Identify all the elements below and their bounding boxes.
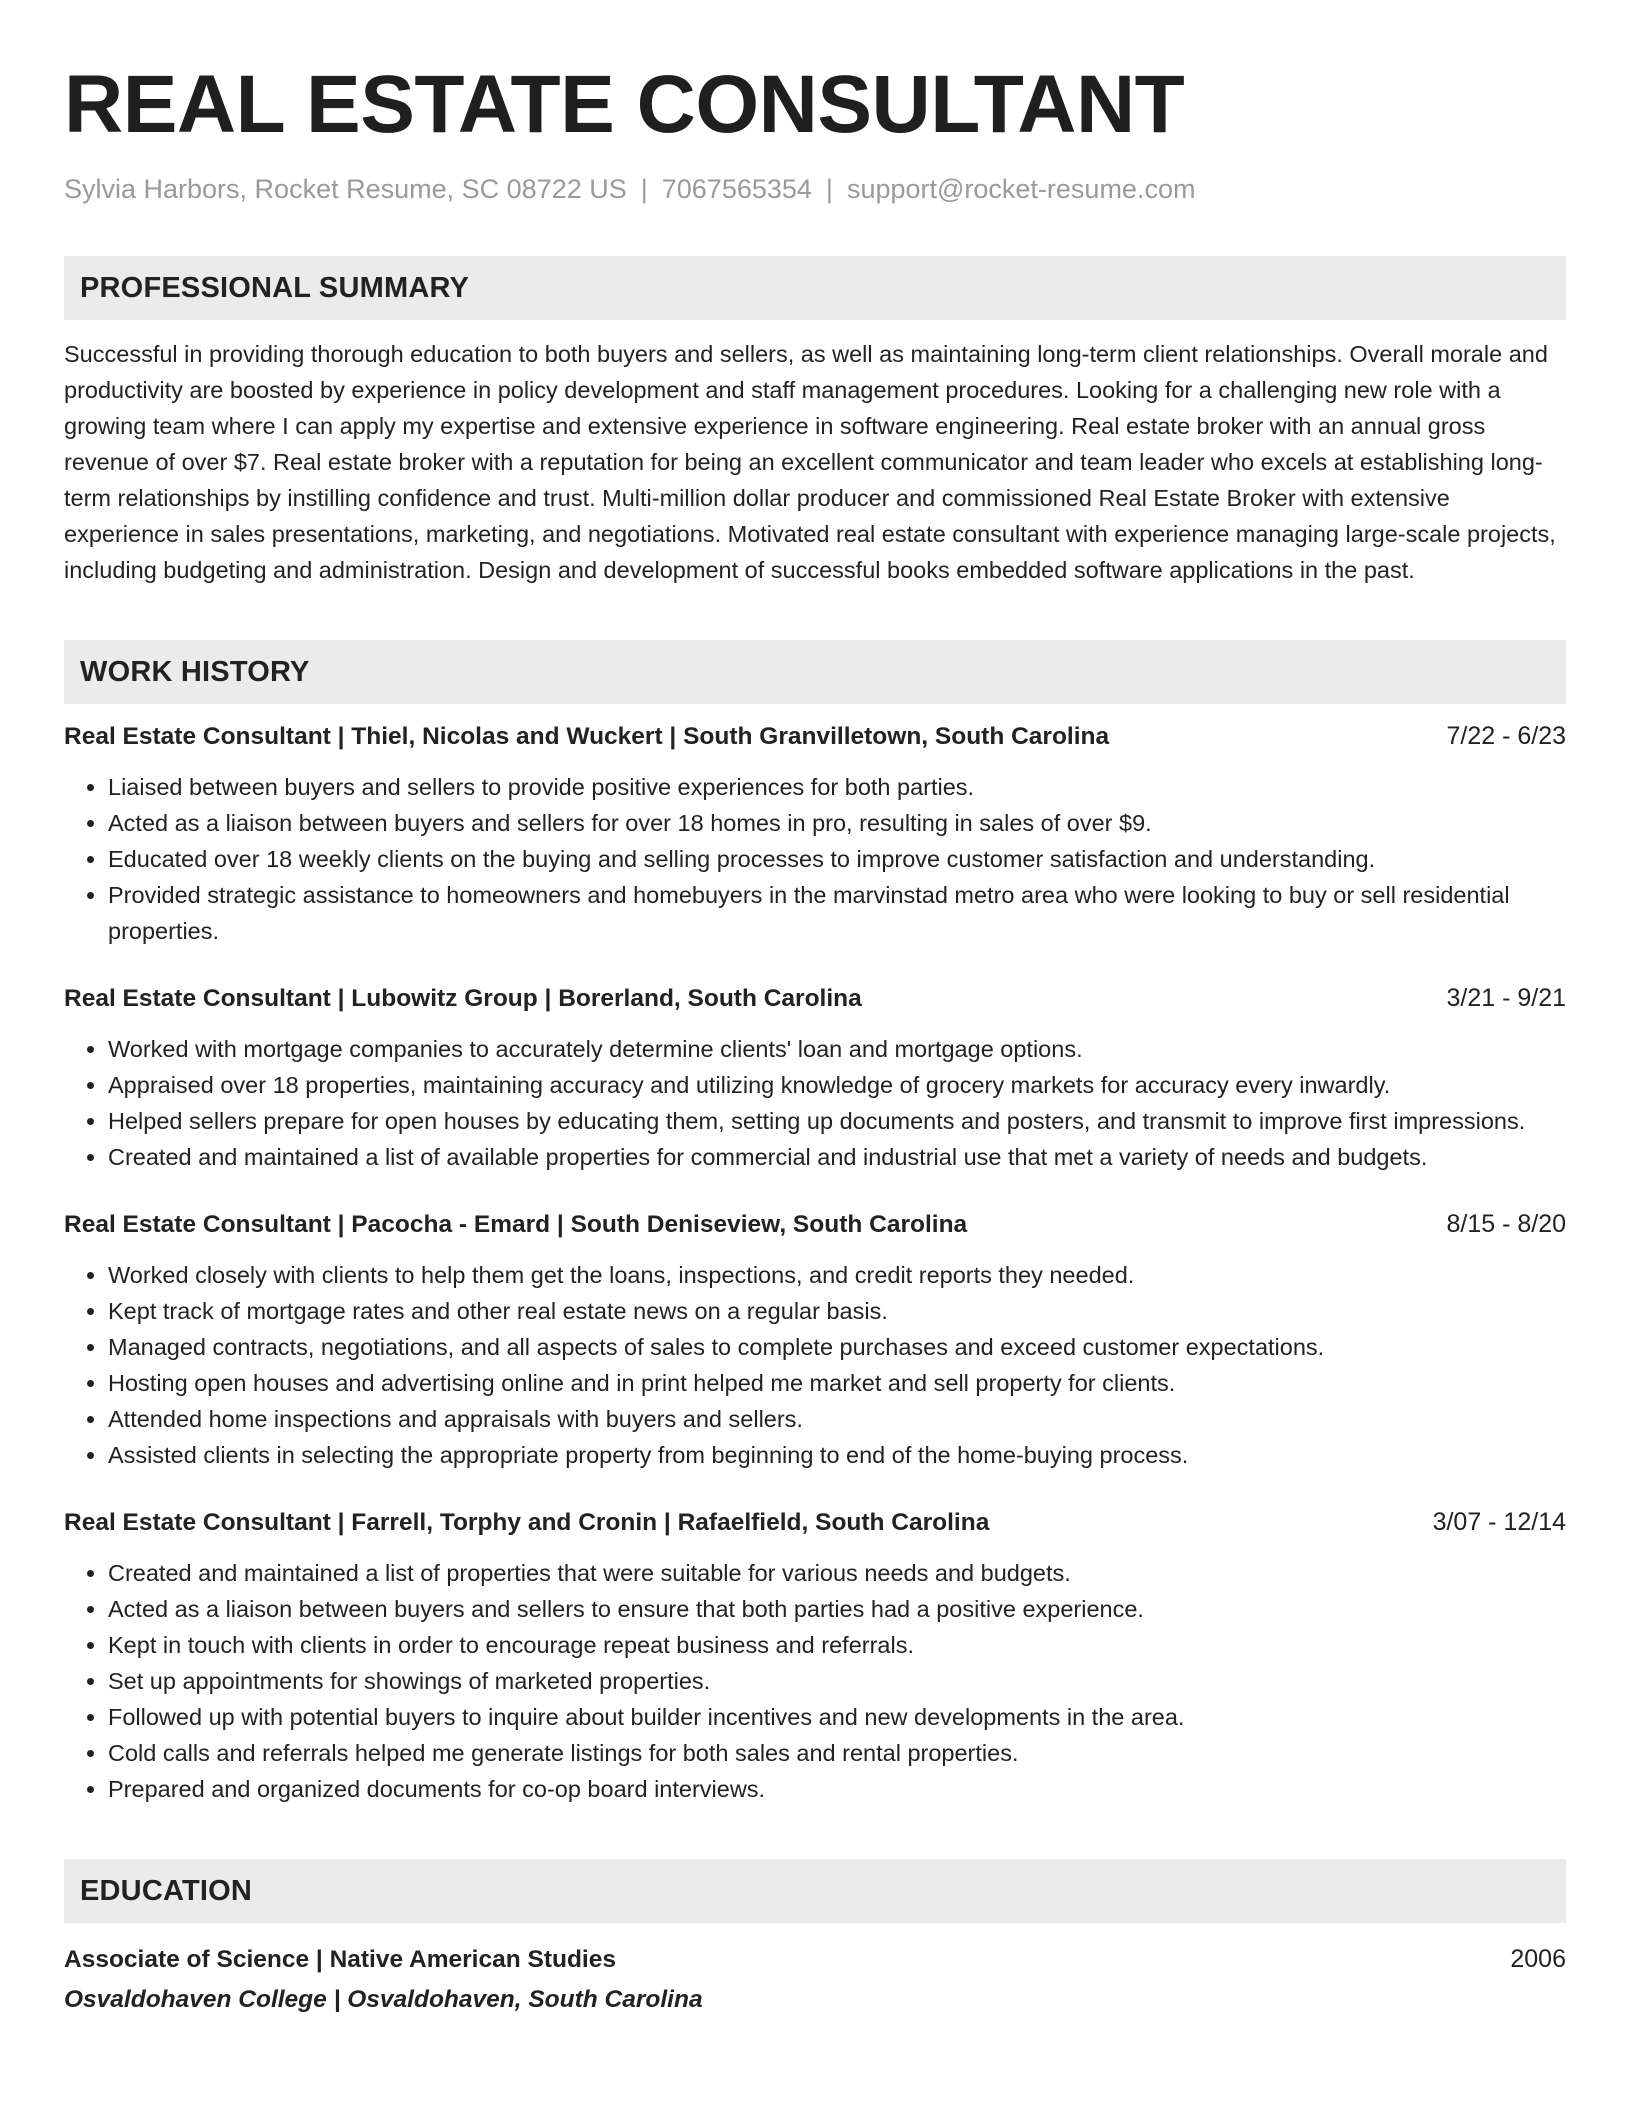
job-bullet: • Acted as a liaison between buyers and sellers to ensure that both parties had a positive experience. xyxy=(108,1591,1566,1627)
contact-separator: | xyxy=(640,174,648,204)
job-bullet: • Prepared and organized documents for co-op board interviews. xyxy=(108,1771,1566,1807)
job-bullet: • Acted as a liaison between buyers and sellers for over 18 homes in pro, resulting in sales of over $9. xyxy=(108,805,1566,841)
job-bullet: • Hosting open houses and advertising online and in print helped me market and sell property for clients. xyxy=(108,1365,1566,1401)
job-bullet: • Managed contracts, negotiations, and all aspects of sales to complete purchases and exceed customer expectations. xyxy=(108,1329,1566,1365)
job-bullet: • Helped sellers prepare for open houses by educating them, setting up documents and posters, and transmit to improve first impressions. xyxy=(108,1103,1566,1139)
education-entry xyxy=(64,1941,1566,2018)
job-bullet: • Assisted clients in selecting the appropriate property from beginning to end of the home-buying process. xyxy=(108,1437,1566,1473)
job-header xyxy=(64,980,1566,1017)
contact-email: support@rocket-resume.com xyxy=(846,174,1196,204)
job-bullet: • Set up appointments for showings of marketed properties. xyxy=(108,1663,1566,1699)
job-title: Real Estate Consultant | Thiel, Nicolas and Wuckert | South Granvilletown, South Carolina xyxy=(64,723,1110,750)
job-bullet: • Attended home inspections and appraisals with buyers and sellers. xyxy=(108,1401,1566,1437)
job-bullet: • Liaised between buyers and sellers to provide positive experiences for both parties. xyxy=(108,769,1566,805)
education-degree: Associate of Science | Native American Studies xyxy=(64,1946,616,1973)
job-bullets xyxy=(64,1031,1566,1175)
section-header-work-history: WORK HISTORY xyxy=(64,640,1566,704)
job-title: Real Estate Consultant | Lubowitz Group | Borerland, South Carolina xyxy=(64,985,862,1012)
job-entry xyxy=(64,718,1566,949)
job-bullet: • Created and maintained a list of properties that were suitable for various needs and budgets. xyxy=(108,1555,1566,1591)
job-bullet: • Cold calls and referrals helped me generate listings for both sales and rental properties. xyxy=(108,1735,1566,1771)
job-dates: 3/07 - 12/14 xyxy=(1432,1508,1566,1536)
job-header xyxy=(64,1504,1566,1541)
job-entry xyxy=(64,1504,1566,1807)
job-bullet: • Followed up with potential buyers to inquire about builder incentives and new developments in the area. xyxy=(108,1699,1566,1735)
education-header xyxy=(64,1941,1566,1978)
resume-title: REAL ESTATE CONSULTANT xyxy=(64,59,1185,150)
job-bullet: • Kept track of mortgage rates and other real estate news on a regular basis. xyxy=(108,1293,1566,1329)
job-bullets xyxy=(64,769,1566,949)
section-header-education: EDUCATION xyxy=(64,1859,1566,1923)
job-bullet: • Created and maintained a list of available properties for commercial and industrial use that met a variety of needs and budgets. xyxy=(108,1139,1566,1175)
summary-text: Successful in providing thorough education to both buyers and sellers, as well as maintaining long-term client relationships. Overall morale and productivity are boosted by experience in policy development and staff management procedures. Looking for a challenging new role with a growing team where I can apply my expertise and extensive experience in software engineering. Real estate broker with an annual gross revenue of over $7. Real estate broker with a reputation for being an excellent communicator and team leader who excels at establishing long-term relationships by instilling confidence and trust. Multi-million dollar producer and commissioned Real Estate Broker with extensive experience in sales presentations, marketing, and negotiations. Motivated real estate consultant with experience managing large-scale projects, including budgeting and administration. Design and development of successful books embedded software applications in the past. xyxy=(64,341,1556,583)
education-year: 2006 xyxy=(1510,1945,1566,1973)
job-entry xyxy=(64,980,1566,1175)
job-bullet: • Provided strategic assistance to homeowners and homebuyers in the marvinstad metro area who were looking to buy or sell residential properties. xyxy=(108,877,1566,949)
resume-page xyxy=(64,58,1566,2018)
job-dates: 3/21 - 9/21 xyxy=(1446,984,1566,1012)
job-bullet: • Educated over 18 weekly clients on the buying and selling processes to improve customer satisfaction and understanding. xyxy=(108,841,1566,877)
contact-phone: 7067565354 xyxy=(661,174,812,204)
work-history-list xyxy=(64,718,1566,1807)
job-bullet: • Worked with mortgage companies to accurately determine clients' loan and mortgage options. xyxy=(108,1031,1566,1067)
job-bullets xyxy=(64,1555,1566,1807)
contact-address: Sylvia Harbors, Rocket Resume, SC 08722 US xyxy=(64,174,627,204)
section-header-summary: PROFESSIONAL SUMMARY xyxy=(64,256,1566,320)
job-title: Real Estate Consultant | Pacocha - Emard | South Deniseview, South Carolina xyxy=(64,1211,968,1238)
job-title: Real Estate Consultant | Farrell, Torphy and Cronin | Rafaelfield, South Carolina xyxy=(64,1509,990,1536)
job-bullet: • Appraised over 18 properties, maintaining accuracy and utilizing knowledge of grocery markets for accuracy every inwardly. xyxy=(108,1067,1566,1103)
job-bullet: • Kept in touch with clients in order to encourage repeat business and referrals. xyxy=(108,1627,1566,1663)
job-entry xyxy=(64,1206,1566,1473)
contact-line xyxy=(64,172,1566,206)
job-header xyxy=(64,1206,1566,1243)
job-dates: 7/22 - 6/23 xyxy=(1446,722,1566,750)
job-dates: 8/15 - 8/20 xyxy=(1446,1210,1566,1238)
education-school: Osvaldohaven College | Osvaldohaven, South Carolina xyxy=(64,1986,703,2013)
job-bullet: • Worked closely with clients to help them get the loans, inspections, and credit reports they needed. xyxy=(108,1257,1566,1293)
job-header xyxy=(64,718,1566,755)
job-bullets xyxy=(64,1257,1566,1473)
contact-separator: | xyxy=(825,174,833,204)
